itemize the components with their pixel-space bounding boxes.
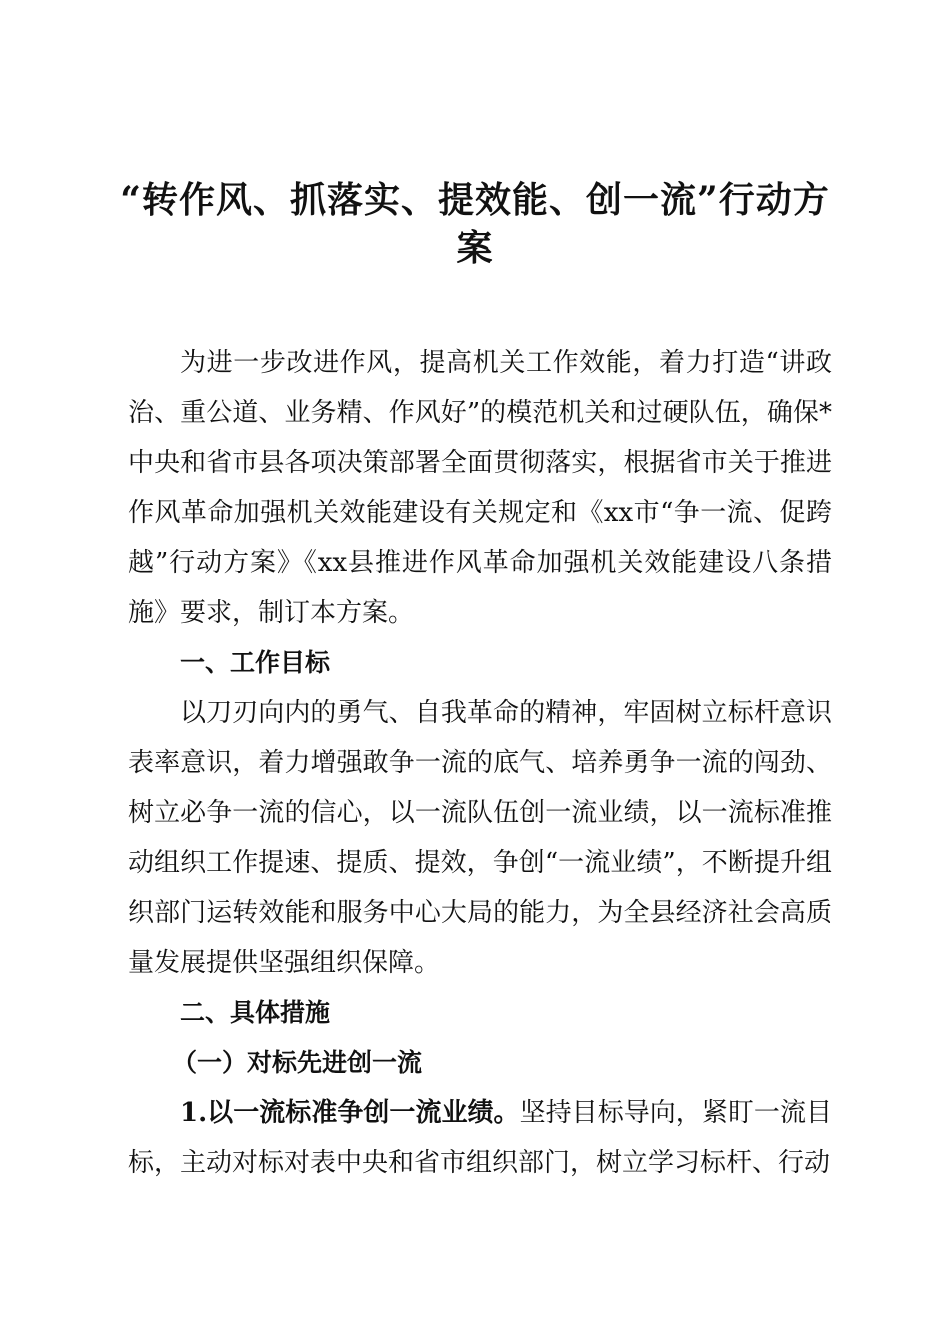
document-body <box>128 338 832 1188</box>
intro-paragraph: 为进一步改进作风，提高机关工作效能，着力打造“讲政治、重公道、业务精、作风好”的模范机关和过硬队伍，确保*中央和省市县各项决策部署全面贯彻落实，根据省市关于推进作风革命加强机关效能建设有关规定和《xx市“争一流、促跨越”行动方案》《xx县推进作风革命加强机关效能建设八条措施》要求，制订本方案。 <box>128 348 832 628</box>
title-line-1: “转作风、抓落实、提效能、创一流”行动方 <box>120 179 830 221</box>
item-1-paragraph <box>128 1088 832 1188</box>
document-title <box>120 176 830 272</box>
goals-paragraph: 以刀刃向内的勇气、自我革命的精神，牢固树立标杆意识表率意识，着力增强敢争一流的底气、培养勇争一流的闯劲、树立必争一流的信心，以一流队伍创一流业绩，以一流标准推动组织工作提速、提质、提效，争创“一流业绩”，不断提升组织部门运转效能和服务中心大局的能力，为全县经济社会高质量发展提供坚强组织保障。 <box>128 698 832 978</box>
title-line-2: 案 <box>456 227 494 269</box>
section-heading-measures: 二、具体措施 <box>180 998 331 1027</box>
item-1-lead: 1.以一流标准争创一流业绩。 <box>180 1098 520 1128</box>
section-heading-goals: 一、工作目标 <box>180 648 331 677</box>
subsection-heading-benchmark: （一）对标先进创一流 <box>172 1048 423 1077</box>
item-1-text: 坚持目标导向，紧盯一流目标，主动对标对表中央和省市组织部门，树立学习标杆、行动 <box>128 1098 832 1178</box>
